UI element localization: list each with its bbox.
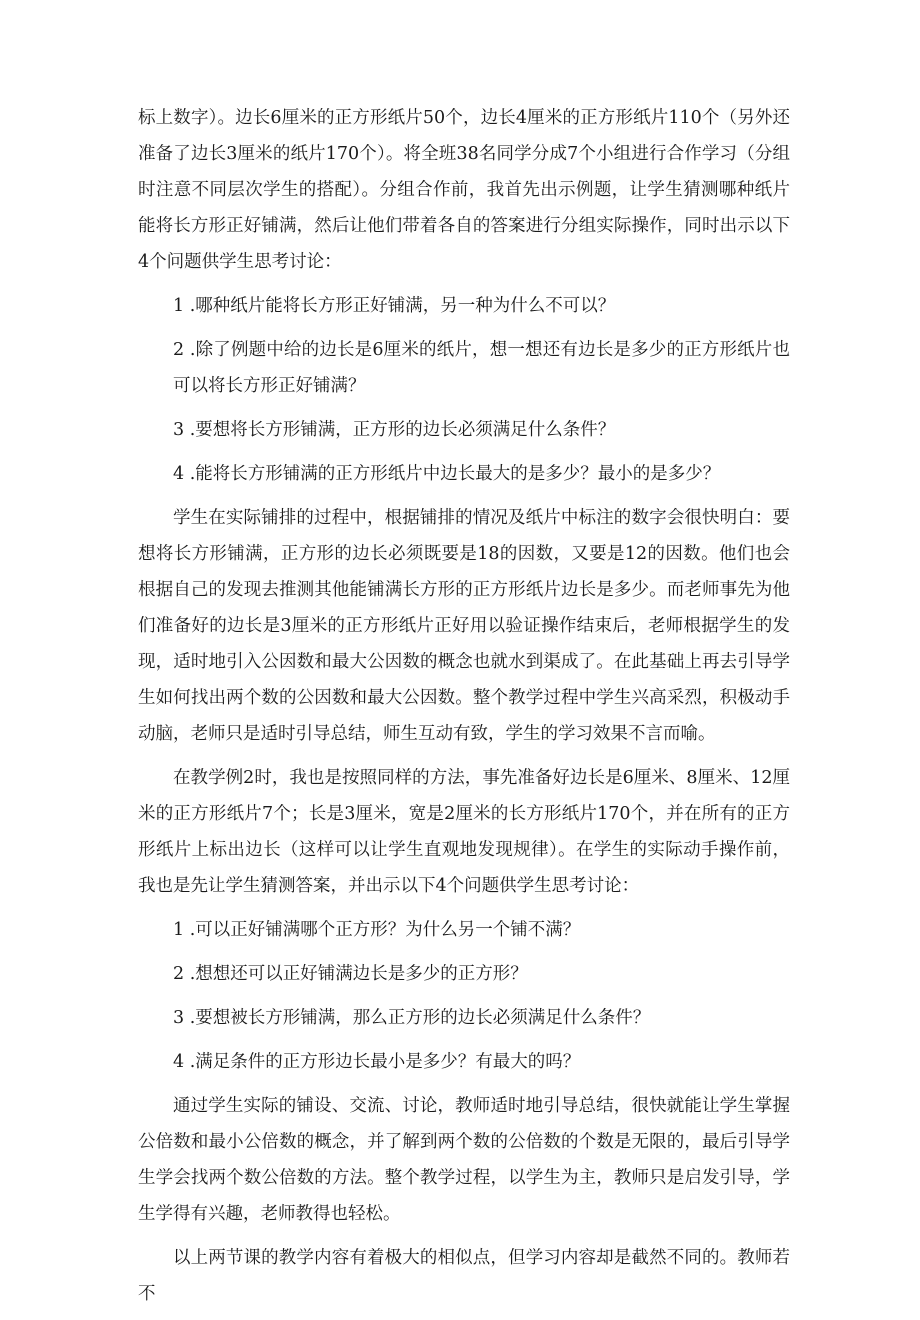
question-b3: 3 .要想被长方形铺满，那么正方形的边长必须满足什么条件？ [173, 1008, 651, 1028]
question-4: 4 .能将长方形铺满的正方形纸片中边长最大的是多少？最小的是多少？ [173, 464, 721, 484]
document-body [138, 100, 790, 1320]
paragraph-0: 标上数字）。边长6厘米的正方形纸片50个，边长4厘米的正方形纸片110个（另外还准备了边长3厘米的纸片170个）。将全班38名同学分成7个小组进行合作学习（分组时注意不同层次学生的搭配）。分组合作前，我首先出示例题，让学生猜测哪种纸片能将长方形正好铺满，然后让他们带着各自的答案进行分组实际操作，同时出示以下4个问题供学生思考讨论： [138, 108, 790, 272]
paragraph-12: 以上两节课的教学内容有着极大的相似点，但学习内容却是截然不同的。教师若不 [138, 1248, 790, 1304]
paragraph-5: 学生在实际铺排的过程中，根据铺排的情况及纸片中标注的数字会很快明白：要想将长方形铺满，正方形的边长必须既要是18的因数，又要是12的因数。他们也会根据自己的发现去推测其他能铺满长方形的正方形纸片边长是多少。而老师事先为他们准备好的边长是3厘米的正方形纸片正好用以验证操作结束后，老师根据学生的发现，适时地引入公因数和最大公因数的概念也就水到渠成了。在此基础上再去引导学生如何找出两个数的公因数和最大公因数。整个教学过程中学生兴高采烈，积极动手动脑，老师只是适时引导总结，师生互动有致，学生的学习效果不言而喻。 [138, 508, 790, 744]
question-3: 3 .要想将长方形铺满，正方形的边长必须满足什么条件？ [173, 420, 616, 440]
paragraph-11: 通过学生实际的铺设、交流、讨论，教师适时地引导总结，很快就能让学生掌握公倍数和最小公倍数的概念，并了解到两个数的公倍数的个数是无限的，最后引导学生学会找两个数公倍数的方法。整个教学过程，以学生为主，教师只是启发引导，学生学得有兴趣，老师教得也轻松。 [138, 1096, 790, 1224]
question-2: 2 .除了例题中给的边长是6厘米的纸片，想一想还有边长是多少的正方形纸片也可以将长方形正好铺满？ [173, 340, 790, 396]
question-b1: 1 .可以正好铺满哪个正方形？为什么另一个铺不满？ [173, 920, 581, 940]
question-1: 1 .哪种纸片能将长方形正好铺满，另一种为什么不可以？ [173, 296, 616, 316]
question-b2: 2 .想想还可以正好铺满边长是多少的正方形？ [173, 964, 528, 984]
question-b4: 4 .满足条件的正方形边长最小是多少？有最大的吗？ [173, 1052, 581, 1072]
paragraph-6: 在教学例2时，我也是按照同样的方法，事先准备好边长是6厘米、8厘米、12厘米的正方形纸片7个；长是3厘米，宽是2厘米的长方形纸片170个，并在所有的正方形纸片上标出边长（这样可以让学生直观地发现规律）。在学生的实际动手操作前，我也是先让学生猜测答案，并出示以下4个问题供学生思考讨论： [138, 768, 790, 896]
